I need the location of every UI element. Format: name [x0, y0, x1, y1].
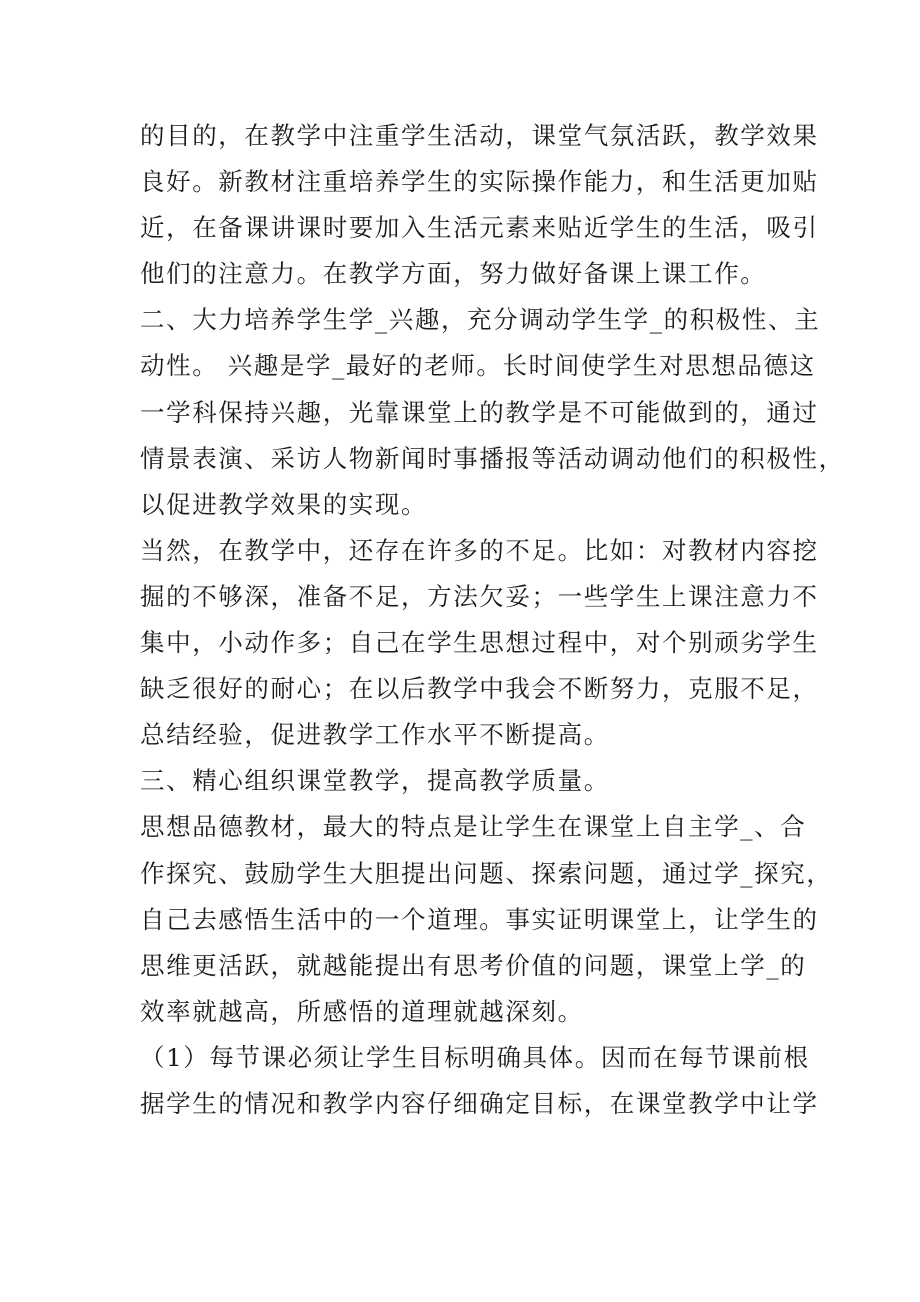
- text-line: 他们的注意力。在教学方面，努力做好备课上课工作。: [140, 259, 767, 289]
- text-line: 据学生的情况和教学内容仔细确定目标，在课堂教学中让学: [140, 1088, 819, 1118]
- text-line: 集中，小动作多；自己在学生思想过程中，对个别顽劣学生: [140, 628, 819, 658]
- section-heading-3: 三、精心组织课堂教学，提高教学质量。: [140, 766, 610, 796]
- body-text: [140, 113, 845, 1127]
- text-line: 效率就越高，所感悟的道理就越深刻。: [140, 996, 584, 1026]
- text-line: 当然，在教学中，还存在许多的不足。比如：对教材内容挖: [140, 535, 819, 565]
- text-line: 一学科保持兴趣，光靠课堂上的教学是不可能做到的，通过: [140, 397, 819, 427]
- text-line: 以促进教学效果的实现。: [140, 489, 428, 519]
- text-line: 掘的不够深，准备不足，方法欠妥；一些学生上课注意力不: [140, 581, 819, 611]
- text-line: 缺乏很好的耐心；在以后教学中我会不断努力，克服不足，: [140, 674, 819, 704]
- text-line: 总结经验，促进教学工作水平不断提高。: [140, 720, 610, 750]
- text-line: 思维更活跃，就越能提出有思考价值的问题，课堂上学_的: [140, 950, 807, 980]
- text-line: 良好。新教材注重培养学生的实际操作能力，和生活更加贴: [140, 167, 819, 197]
- numbered-item: （1）每节课必须让学生目标明确具体。因而在每节课前根: [140, 1042, 810, 1072]
- text-line: 思想品德教材，最大的特点是让学生在课堂上自主学_、合: [140, 812, 807, 842]
- text-line: 作探究、鼓励学生大胆提出问题、探索问题，通过学_探究，: [140, 858, 833, 888]
- text-line: 近，在备课讲课时要加入生活元素来贴近学生的生活，吸引: [140, 213, 819, 243]
- text-line: 情景表演、采访人物新闻时事播报等活动调动他们的积极性，: [140, 443, 845, 473]
- text-line: 动性。 兴趣是学_最好的老师。长时间使学生对思想品德这: [140, 351, 816, 381]
- text-line: 自己去感悟生活中的一个道理。事实证明课堂上，让学生的: [140, 904, 819, 934]
- section-heading-2: 二、大力培养学生学_兴趣，充分调动学生学_的积极性、主: [140, 305, 821, 335]
- text-line: 的目的，在教学中注重学生活动，课堂气氛活跃，教学效果: [140, 121, 819, 150]
